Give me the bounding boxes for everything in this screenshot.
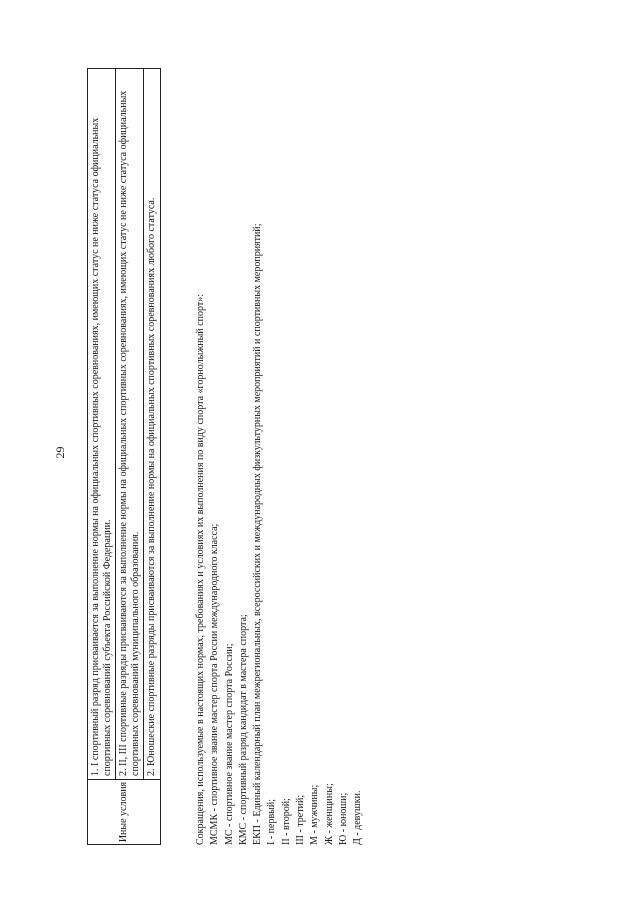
rotated-page (50, 60, 430, 845)
abbreviations-intro: Сокращения, используемые в настоящих нормах, требованиях и условиях их выполнения по виду спорта «горнолыжный спорт»: (195, 294, 206, 845)
abbr-ekp: ЕКП - Единый календарный план межрегиональных, всероссийских и международных физкультурных мероприятий и спортивных мероприятий; (252, 223, 264, 845)
table-row (88, 69, 116, 845)
abbr-men: М - мужчины; (309, 784, 321, 845)
abbreviations-block (194, 68, 366, 845)
abbr-first: I - первый; (266, 798, 278, 845)
condition-item-1: 1. I спортивный разряд присваивается за выполнение нормы на официальных спортивных соревнованиях, имеющих статус не ниже статуса официальных спортивных соревнований субъекта Российской Федерации. (88, 69, 116, 780)
abbr-ms: МС - спортивное звание мастер спорта России; (223, 643, 235, 845)
abbr-third: III - третий; (295, 794, 307, 845)
abbr-juniors-girls: Д - девушки. (352, 790, 364, 845)
condition-item-3: 2. Юношеские спортивные разряды присваиваются за выполнение нормы на официальных спортивных соревнованиях любого статуса. (144, 69, 161, 780)
other-conditions-table (87, 68, 161, 845)
abbr-kms: КМС - спортивный разряд кандидат в мастера спорта; (237, 614, 249, 845)
table-row (116, 69, 144, 845)
condition-item-2: 2. II, III спортивные разряды присваиваются за выполнение нормы на официальных спортивных соревнованиях, имеющих статус не ниже статуса официальных спортивных соревнований муниципального образования. (116, 69, 144, 780)
conditions-label: Иные условия (88, 780, 161, 845)
abbr-women: Ж - женщины; (323, 783, 335, 845)
abbr-second: II - второй; (280, 798, 292, 845)
abbr-msmk: МСМК - спортивное звание мастер спорта России международного класса; (209, 523, 221, 845)
page-number: 29 (53, 446, 67, 459)
table-row (144, 69, 161, 845)
abbr-juniors-boys: Ю - юноши; (337, 792, 349, 845)
